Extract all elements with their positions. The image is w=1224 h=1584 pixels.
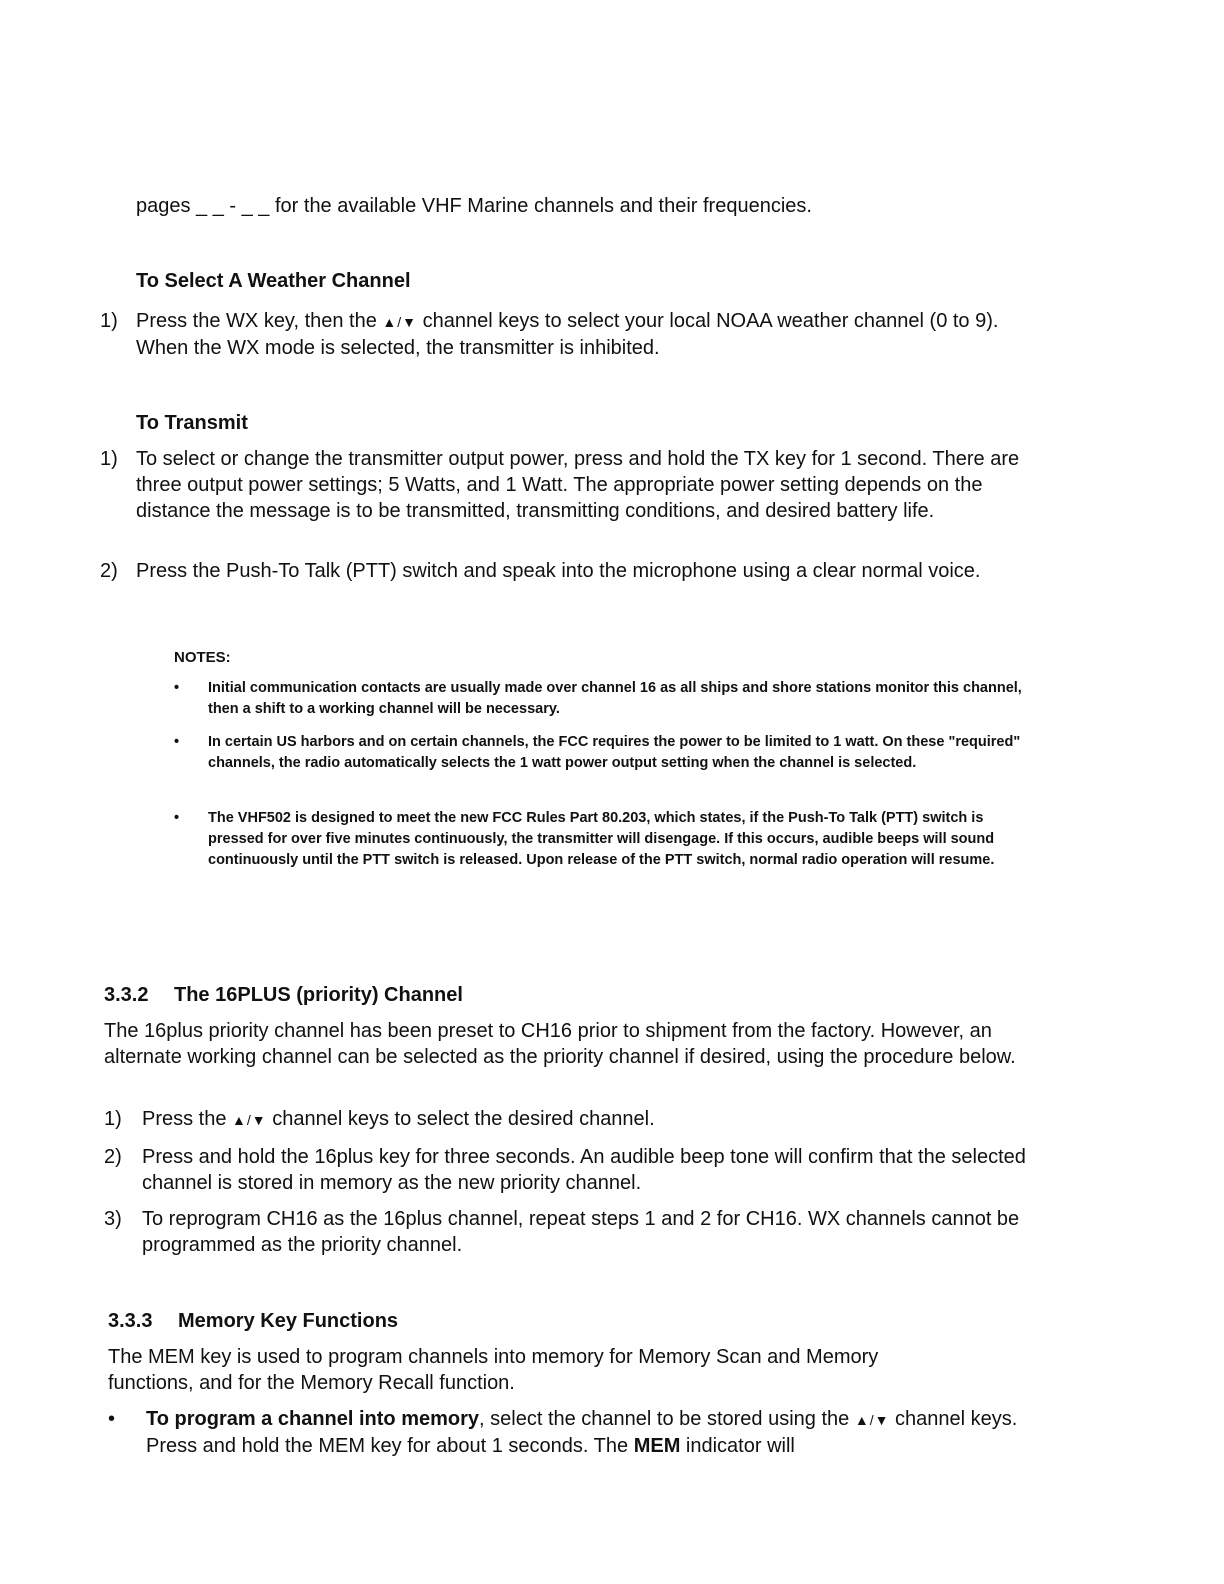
step-text: Press the Push-To Talk (PTT) switch and speak into the microphone using a clear normal voice. [136, 560, 981, 582]
step-text [142, 1106, 1022, 1133]
priority-step-3 [104, 1206, 1034, 1262]
memory-bullet [108, 1406, 1028, 1462]
bullet-text-1: , select the channel to be stored using the [479, 1408, 850, 1430]
up-down-keys-icon: ▲/▼ [232, 1112, 267, 1128]
bullet-icon: • [108, 1408, 116, 1430]
intro-line: pages _ _ - _ _ for the available VHF Marine channels and their frequencies. [136, 195, 812, 217]
note-item [174, 678, 1044, 722]
weather-step-1 [100, 308, 1040, 364]
section-333-paragraph: The MEM key is used to program channels into memory for Memory Scan and Memory functions, and for the Memory Recall function. [108, 1346, 879, 1394]
bullet-lead: To program a channel into memory [146, 1408, 480, 1430]
section-332-heading [104, 982, 463, 1008]
bullet-icon: • [174, 734, 180, 750]
step-marker: 1) [104, 1108, 122, 1130]
step-text: To reprogram CH16 as the 16plus channel, repeat steps 1 and 2 for CH16. WX channels cannot be programmed as the priority channel. [142, 1208, 1020, 1256]
mem-indicator-word: MEM [633, 1435, 681, 1457]
transmit-step-2 [100, 558, 1040, 614]
section-333-heading [108, 1308, 398, 1334]
up-down-keys-icon: ▲/▼ [854, 1412, 890, 1428]
step-text-after: channel keys to select your local NOAA weather channel (0 to 9). When the WX mode is selected, the transmitter is inhibited. [136, 310, 999, 359]
transmit-heading: To Transmit [136, 412, 248, 434]
section-number: 3.3.3 [108, 1310, 153, 1332]
step-marker: 3) [104, 1208, 122, 1230]
note-text: The VHF502 is designed to meet the new FCC Rules Part 80.203, which states, if the Push-To Talk (PTT) switch is pressed for over five minutes continuously, the transmitter will disengage. If this occurs, audible beeps will sound continuously until the PTT switch is released. Upon release of the PTT switch, normal radio operation will resume. [208, 810, 995, 868]
note-text: Initial communication contacts are usually made over channel 16 as all ships and shore stations monitor this channel, then a shift to a working channel will be necessary. [208, 680, 1022, 717]
note-text: In certain US harbors and on certain channels, the FCC requires the power to be limited to 1 watt. On these "required" channels, the radio automatically selects the 1 watt power output setting when the channel is selected. [208, 734, 1021, 771]
priority-step-2 [104, 1144, 1034, 1200]
step-marker: 2) [104, 1146, 122, 1168]
bullet-text [146, 1406, 1021, 1459]
bullet-icon: • [174, 680, 180, 696]
step-text-before: Press the [142, 1108, 227, 1130]
section-title: Memory Key Functions [178, 1310, 399, 1332]
step-marker: 1) [100, 448, 118, 470]
step-text [136, 308, 1036, 361]
note-item [174, 732, 1044, 798]
bullet-icon: • [174, 810, 180, 826]
up-down-keys-icon: ▲/▼ [382, 314, 418, 330]
note-item [174, 808, 1044, 896]
section-number: 3.3.2 [104, 984, 149, 1006]
section-332-paragraph: The 16plus priority channel has been preset to CH16 prior to shipment from the factory. However, an alternate working channel can be selected as the priority channel if desired, using the procedure below. [104, 1020, 1016, 1068]
step-marker: 1) [100, 310, 118, 332]
step-marker: 2) [100, 560, 118, 582]
section-title: The 16PLUS (priority) Channel [174, 984, 463, 1006]
step-text: To select or change the transmitter output power, press and hold the TX key for 1 second. There are three output power settings; 5 Watts, and 1 Watt. The appropriate power setting depends on the distance the message is to be transmitted, transmitting conditions, and desired battery life. [136, 448, 1020, 522]
transmit-step-1 [100, 446, 1040, 552]
bullet-text-2: channel keys. Press and hold the MEM key for about 1 seconds. The [146, 1408, 1018, 1457]
notes-title: NOTES: [174, 649, 231, 666]
weather-heading: To Select A Weather Channel [136, 270, 411, 292]
bullet-text-3: indicator will [685, 1435, 795, 1457]
step-text-after: channel keys to select the desired channel. [272, 1108, 655, 1130]
priority-step-1 [104, 1106, 1034, 1134]
step-text-before: Press the WX key, then the [136, 310, 377, 332]
step-text: Press and hold the 16plus key for three seconds. An audible beep tone will confirm that the selected channel is stored in memory as the new priority channel. [142, 1146, 1026, 1194]
